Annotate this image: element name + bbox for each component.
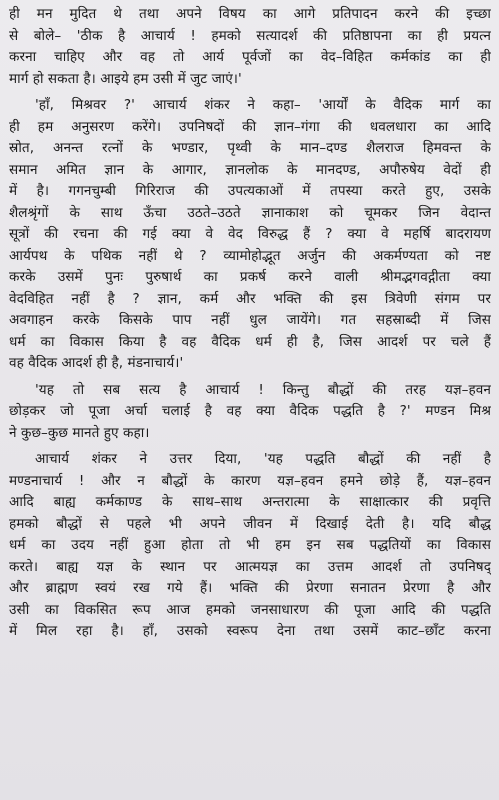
text-line: समान अमित ज्ञान के आगार, ज्ञानलोक के मानदण्ड, अपौरुषेय वेदों ही (9, 161, 491, 178)
paragraph-1 (9, 4, 491, 90)
text-line: करके उसमें पुनः पुरुषार्थ का प्रकर्ष करने वाली श्रीमद्भगवद्गीता क्या (9, 269, 491, 285)
text-line: स्रोत, अनन्त रत्नों के भण्डार, पृथ्वी के मान–दण्ड शैलराज हिमवन्त के (9, 140, 491, 156)
text-line: आर्यपथ के पथिक नहीं थे ? व्यामोहोद्भूत अर्जुन की अकर्मण्यता को नष्ट (9, 247, 491, 264)
text-line: सूत्रों की रचना की गई क्या वे वेद विरुद्ध हैं ? क्या वे महर्षि बादरायण (9, 226, 491, 242)
text-line: उसी का विकसित रूप आज हमको जनसाधारण की पूजा आदि की पद्धति (9, 601, 491, 618)
text-line: वेदविहित नहीं है ? ज्ञान, कर्म और भक्ति की इस त्रिवेणी संगम पर (9, 290, 491, 307)
text-line: में है। गगनचुम्बी गिरिराज की उपत्यकाओं में तपस्या करते हुए, उसके (9, 183, 491, 199)
text-line: आचार्य शंकर ने उत्तर दिया, 'यह पद्धति बौद्धों की नहीं है (35, 451, 491, 467)
text-line: मण्डनाचार्य ! और न बौद्धों के कारण यज्ञ–हवन हमने छोड़े हैं, यज्ञ–हवन (9, 472, 491, 489)
paragraph-3 (9, 380, 491, 445)
text-line: आदि बाह्य कर्मकाण्ड के साथ–साथ अन्तरात्मा के साक्षात्कार की प्रवृत्ति (9, 494, 491, 510)
text-line: वह वैदिक आदर्श ही है, मंडनाचार्य।' (9, 355, 184, 371)
text-line: छोड़कर जो पूजा अर्चा चलाई है वह क्या वैदिक पद्धति है ?' मण्डन मिश्र (9, 403, 491, 419)
text-line: 'यह तो सब सत्य है आचार्य ! किन्तु बौद्धों की तरह यज्ञ–हवन (35, 381, 491, 398)
text-line: मार्ग हो सकता है। आइये हम उसी में जुट जाएं।' (9, 70, 242, 87)
text-line: ही हम अनुसरण करेंगे। उपनिषदों की ज्ञान–गंगा की धवलधारा का आदि (9, 118, 491, 135)
text-line: और ब्राह्मण स्वयं रख गये हैं। भक्ति की प्रेरणा सनातन प्रेरणा है और (9, 580, 491, 596)
text-line: अवगाहन करके किसके पाप नहीं धुल जायेंगे। गत सहस्राब्दी में जिस (9, 312, 491, 328)
text-line: करना चाहिए और वह तो आर्य पूर्वजों का वेद–विहित कर्मकांड का ही (9, 49, 491, 65)
text-line: ने कुछ–कुछ मानते हुए कहा। (9, 424, 150, 441)
text-line: धर्म का उदय नहीं हुआ होता तो भी हम इन सब पद्धतियों का विकास (9, 537, 491, 553)
paragraph-2 (9, 95, 491, 375)
text-line: हमको बौद्धों से पहले भी अपने जीवन में दिखाई देती है। यदि बौद्ध (9, 515, 491, 532)
paragraph-4 (9, 449, 491, 643)
text-line: से बोले– 'ठीक है आचार्य ! हमको सत्यादर्श की प्रतिष्ठापना का ही प्रयत्न (9, 27, 491, 44)
text-line: 'हाँ, मिश्रवर ?' आचार्य शंकर ने कहा– 'आर्यों के वैदिक मार्ग का (35, 97, 491, 113)
text-line: में मिल रहा है। हाँ, उसको स्वरूप देना तथा उसमें काट–छाँट करना (9, 623, 491, 639)
text-line: शैलश्रृंगों के साथ ऊँचा उठते–उठते ज्ञानाकाश को चूमकर जिन वेदान्त (9, 204, 491, 221)
text-line: करते। बाह्य यज्ञ के स्थान पर आत्मयज्ञ का उत्तम आदर्श तो उपनिषद् (9, 558, 491, 575)
text-line: धर्म का विकास किया है वह वैदिक धर्म ही है, जिस आदर्श पर चले हैं (9, 333, 491, 350)
text-line: ही मन मुदित थे तथा अपने विषय का आगे प्रतिपादन करने की इच्छा (9, 6, 491, 22)
